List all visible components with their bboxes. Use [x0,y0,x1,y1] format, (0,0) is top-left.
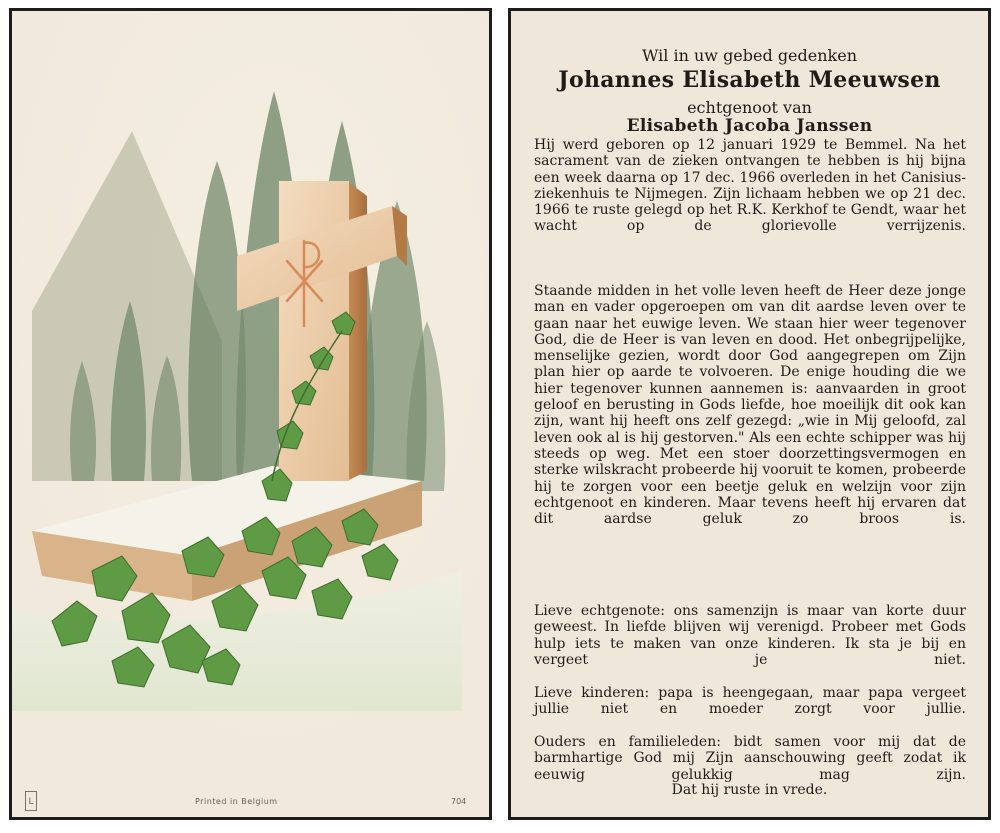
intro-line: Wil in uw gebed gedenken [641,46,858,65]
cross-with-ivy-illustration [12,11,489,817]
biography-paragraph: Hij werd geboren op 12 januari 1929 te Bemmel. Na het sacrament van de zieken ontvangen te hebben is hij bijna een week daarna op 17 dec. 1966 overleden in het Canisius-ziekenhuis te Nijmegen. Zijn lichaam hebben we op 21 dec. 1966 te ruste gelegd op het R.K. Kerkhof te Gendt, waar het wacht op de glorievolle verrijzenis. [534,137,966,235]
printer-note: Printed in Belgium [195,797,278,806]
message-to-family: Ouders en familieleden: bidt samen voor mij dat de barmhartige God mij Zijn aanschouwing geeft zodat ik eeuwig gelukkig mag zijn. [534,734,966,783]
memorial-text-card [508,8,991,820]
message-to-children: Lieve kinderen: papa is heengegaan, maar papa vergeet jullie niet en moeder zorgt voor jullie. [534,685,966,718]
relation-line: echtgenoot van [687,98,812,117]
closing-line: Dat hij ruste in vrede. [671,782,828,798]
card-number: 704 [451,797,467,806]
reflection-paragraph: Staande midden in het volle leven heeft de Heer deze jonge man en vader opgeroepen om van dit aardse leven over te gaan naar het euwige leven. We staan hier weer tegenover God, die de Heer is van leven en dood. Het onbegrijpelijke, menselijke gezien, wordt door God aangegrepen om Zijn plan hier op aarde te volvoeren. De enige houding die we hier tegenover kunnen aannemen is: aanvaarden in groot geloof en berusting in Gods liefde, hoe moeilijk dit ook kan zijn, want hij heeft ons zelf gezegd: „wie in Mij geloofd, zal leven ook al is hij gestorven." Als een echte schipper was hij steeds op weg. Met een stoer doorzettingsvermogen en sterke wilskracht probeerde hij vooruit te komen, probeerde hij te zorgen voor een beetje geluk en welzijn voor zijn echtgenoot en kinderen. Maar tevens heeft hij ervaren dat dit aardse geluk zo broos is. [534,283,966,528]
deceased-name: Johannes Elisabeth Meeuwsen [558,67,941,93]
message-to-spouse: Lieve echtgenote: ons samenzijn is maar van korte duur geweest. In liefde blijven wij verenigd. Probeer met Gods hulp iets te maken van onze kinderen. Ik sta je bij en vergeet je niet. [534,603,966,668]
picture-card [9,8,492,820]
spouse-name: Elisabeth Jacoba Janssen [626,116,873,136]
publisher-logo: L [25,791,37,811]
